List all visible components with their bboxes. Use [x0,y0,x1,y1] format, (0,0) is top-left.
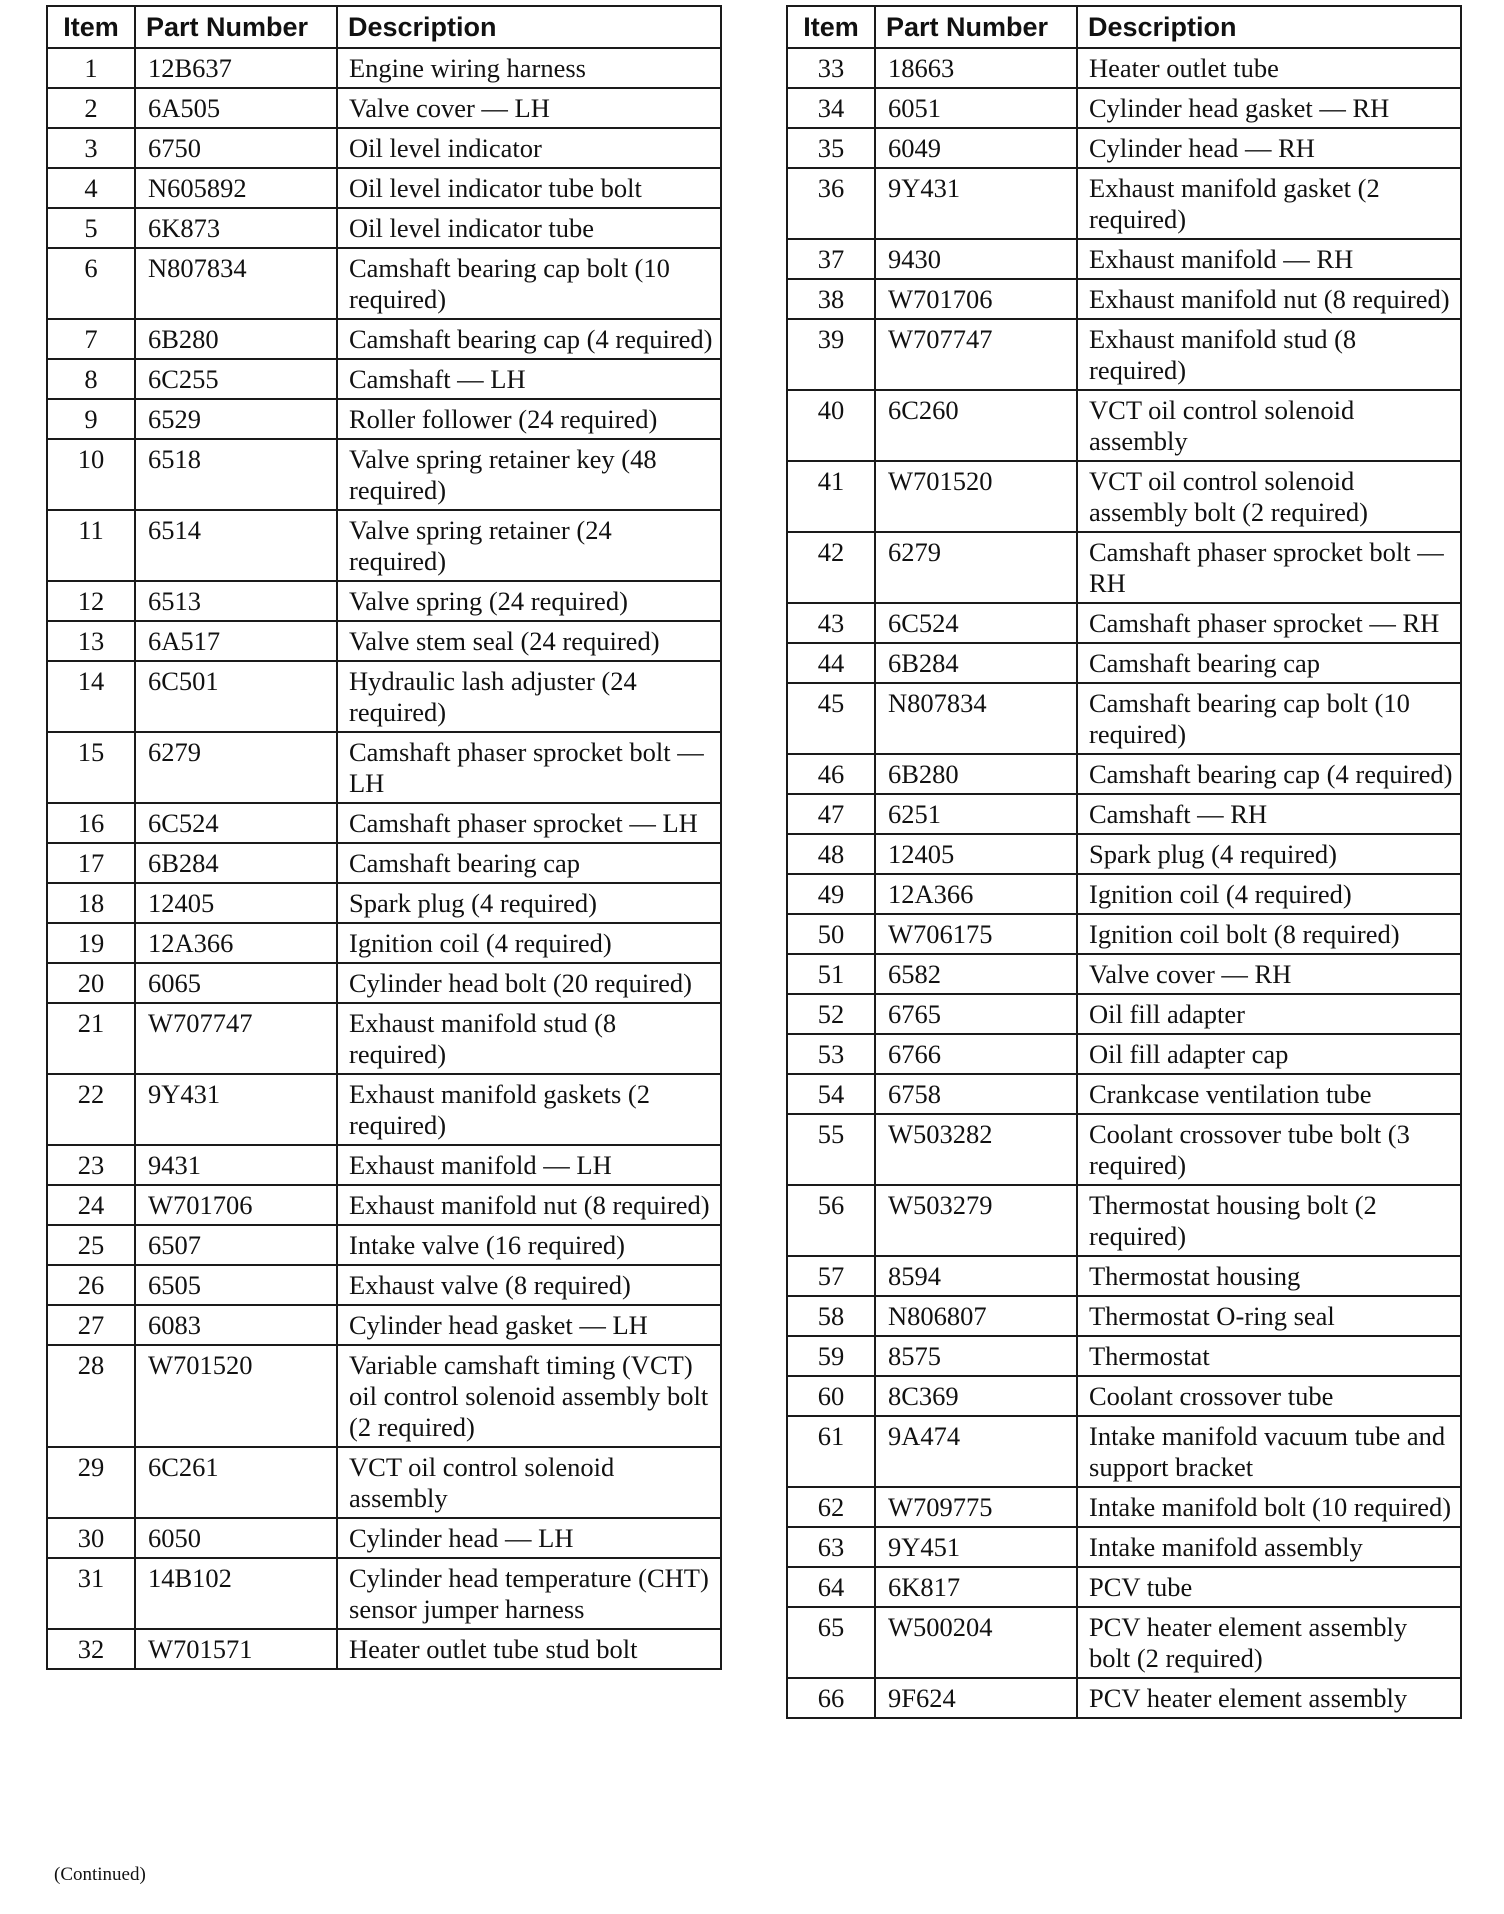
part-number: W706175 [875,914,1077,954]
part-number: 9F624 [875,1678,1077,1718]
table-row [787,994,1461,1034]
table-row [787,390,1461,461]
item-number: 12 [47,581,135,621]
part-description: Spark plug (4 required) [337,883,721,923]
part-number: 8575 [875,1336,1077,1376]
item-number: 5 [47,208,135,248]
part-description: Camshaft — LH [337,359,721,399]
item-number: 15 [47,732,135,803]
header-part-number: Part Number [875,6,1077,48]
table-row [47,621,721,661]
part-description: Camshaft bearing cap [1077,643,1461,683]
item-number: 52 [787,994,875,1034]
part-description: Camshaft phaser sprocket — RH [1077,603,1461,643]
part-description: Intake manifold bolt (10 required) [1077,1487,1461,1527]
part-description: Heater outlet tube [1077,48,1461,88]
table-row [47,128,721,168]
header-row [787,6,1461,48]
item-number: 19 [47,923,135,963]
table-row [787,794,1461,834]
part-number: 18663 [875,48,1077,88]
part-number: 14B102 [135,1558,337,1629]
part-description: Heater outlet tube stud bolt [337,1629,721,1669]
part-number: 6C261 [135,1447,337,1518]
item-number: 4 [47,168,135,208]
table-row [787,643,1461,683]
part-description: PCV tube [1077,1567,1461,1607]
item-number: 41 [787,461,875,532]
part-description: VCT oil control solenoid assembly [1077,390,1461,461]
item-number: 34 [787,88,875,128]
parts-table-right [786,5,1462,1719]
table-row [787,1527,1461,1567]
part-number: 6750 [135,128,337,168]
item-number: 32 [47,1629,135,1669]
table-row [787,532,1461,603]
item-number: 9 [47,399,135,439]
item-number: 58 [787,1296,875,1336]
item-number: 59 [787,1336,875,1376]
part-number: N807834 [875,683,1077,754]
table-row [47,439,721,510]
part-description: Cylinder head temperature (CHT) sensor jumper harness [337,1558,721,1629]
item-number: 39 [787,319,875,390]
item-number: 44 [787,643,875,683]
parts-table-left [46,5,722,1670]
part-number: 6B280 [875,754,1077,794]
item-number: 55 [787,1114,875,1185]
part-description: Camshaft bearing cap [337,843,721,883]
item-number: 2 [47,88,135,128]
part-description: Spark plug (4 required) [1077,834,1461,874]
part-number: 6083 [135,1305,337,1345]
table-row [787,1256,1461,1296]
item-number: 3 [47,128,135,168]
table-row [787,914,1461,954]
part-description: Ignition coil (4 required) [337,923,721,963]
item-number: 56 [787,1185,875,1256]
parts-table-left-body [47,48,721,1669]
part-description: Oil fill adapter cap [1077,1034,1461,1074]
table-row [47,1185,721,1225]
item-number: 53 [787,1034,875,1074]
part-number: 6B280 [135,319,337,359]
part-description: Oil level indicator [337,128,721,168]
header-description: Description [337,6,721,48]
item-number: 11 [47,510,135,581]
part-description: Coolant crossover tube bolt (3 required) [1077,1114,1461,1185]
table-row [47,1265,721,1305]
part-description: Camshaft phaser sprocket bolt — RH [1077,532,1461,603]
part-number: 9Y431 [135,1074,337,1145]
table-row [47,248,721,319]
part-number: 6K873 [135,208,337,248]
table-row [47,319,721,359]
item-number: 51 [787,954,875,994]
item-number: 36 [787,168,875,239]
part-number: 12A366 [135,923,337,963]
table-row [787,1678,1461,1718]
part-number: W500204 [875,1607,1077,1678]
header-part-number: Part Number [135,6,337,48]
table-row [47,963,721,1003]
part-number: 12A366 [875,874,1077,914]
part-description: Valve spring retainer (24 required) [337,510,721,581]
part-description: Intake valve (16 required) [337,1225,721,1265]
item-number: 45 [787,683,875,754]
part-description: Oil fill adapter [1077,994,1461,1034]
table-row [787,1296,1461,1336]
table-row [787,1114,1461,1185]
part-number: W701706 [135,1185,337,1225]
table-row [787,834,1461,874]
table-row [787,128,1461,168]
part-number: 6C524 [875,603,1077,643]
table-row [47,1345,721,1447]
table-row [47,1003,721,1074]
table-row [47,168,721,208]
table-row [47,883,721,923]
item-number: 65 [787,1607,875,1678]
item-number: 6 [47,248,135,319]
part-description: VCT oil control solenoid assembly [337,1447,721,1518]
table-row [787,1416,1461,1487]
item-number: 29 [47,1447,135,1518]
item-number: 50 [787,914,875,954]
part-description: Cylinder head gasket — LH [337,1305,721,1345]
part-description: Valve stem seal (24 required) [337,621,721,661]
table-row [47,843,721,883]
part-description: Exhaust manifold nut (8 required) [1077,279,1461,319]
part-description: Thermostat O-ring seal [1077,1296,1461,1336]
item-number: 47 [787,794,875,834]
part-description: Exhaust manifold — RH [1077,239,1461,279]
table-row [47,1305,721,1345]
item-number: 61 [787,1416,875,1487]
header-description: Description [1077,6,1461,48]
table-row [787,279,1461,319]
item-number: 31 [47,1558,135,1629]
item-number: 20 [47,963,135,1003]
table-row [787,954,1461,994]
item-number: 26 [47,1265,135,1305]
header-row [47,6,721,48]
part-number: 6505 [135,1265,337,1305]
table-row [47,48,721,88]
table-row [47,1447,721,1518]
item-number: 17 [47,843,135,883]
table-row [787,1074,1461,1114]
item-number: 33 [787,48,875,88]
part-description: Valve spring (24 required) [337,581,721,621]
part-number: W503279 [875,1185,1077,1256]
header-item: Item [787,6,875,48]
item-number: 18 [47,883,135,923]
table-row [47,510,721,581]
part-number: 9A474 [875,1416,1077,1487]
table-row [787,1034,1461,1074]
part-description: Valve cover — RH [1077,954,1461,994]
table-row [47,88,721,128]
item-number: 22 [47,1074,135,1145]
part-description: Camshaft bearing cap (4 required) [337,319,721,359]
part-description: Camshaft phaser sprocket bolt — LH [337,732,721,803]
part-description: Cylinder head — LH [337,1518,721,1558]
part-description: Camshaft phaser sprocket — LH [337,803,721,843]
item-number: 27 [47,1305,135,1345]
item-number: 57 [787,1256,875,1296]
part-description: Thermostat housing bolt (2 required) [1077,1185,1461,1256]
item-number: 62 [787,1487,875,1527]
part-number: 12405 [875,834,1077,874]
table-row [787,1376,1461,1416]
part-description: Exhaust manifold gaskets (2 required) [337,1074,721,1145]
item-number: 49 [787,874,875,914]
table-row [47,1558,721,1629]
part-description: Variable camshaft timing (VCT) oil control solenoid assembly bolt (2 required) [337,1345,721,1447]
item-number: 54 [787,1074,875,1114]
table-row [47,803,721,843]
part-number: 6518 [135,439,337,510]
part-description: Thermostat housing [1077,1256,1461,1296]
part-number: 6C501 [135,661,337,732]
item-number: 38 [787,279,875,319]
item-number: 14 [47,661,135,732]
part-number: 6049 [875,128,1077,168]
part-number: 6766 [875,1034,1077,1074]
part-number: 9430 [875,239,1077,279]
part-number: 6B284 [135,843,337,883]
part-description: Cylinder head bolt (20 required) [337,963,721,1003]
part-description: Camshaft bearing cap bolt (10 required) [1077,683,1461,754]
part-number: N806807 [875,1296,1077,1336]
table-row [787,461,1461,532]
item-number: 40 [787,390,875,461]
item-number: 66 [787,1678,875,1718]
item-number: 42 [787,532,875,603]
item-number: 28 [47,1345,135,1447]
table-row [787,319,1461,390]
part-number: N605892 [135,168,337,208]
table-row [47,1145,721,1185]
part-number: 9431 [135,1145,337,1185]
continued-note: (Continued) [54,1864,146,1885]
part-number: 6050 [135,1518,337,1558]
part-number: 6513 [135,581,337,621]
part-number: 9Y431 [875,168,1077,239]
table-row [47,399,721,439]
part-number: 6529 [135,399,337,439]
part-description: Hydraulic lash adjuster (24 required) [337,661,721,732]
part-number: 6C260 [875,390,1077,461]
part-description: PCV heater element assembly bolt (2 required) [1077,1607,1461,1678]
item-number: 7 [47,319,135,359]
part-description: Valve cover — LH [337,88,721,128]
part-number: 6758 [875,1074,1077,1114]
part-description: Cylinder head — RH [1077,128,1461,168]
item-number: 8 [47,359,135,399]
table-row [787,168,1461,239]
part-description: Ignition coil (4 required) [1077,874,1461,914]
item-number: 16 [47,803,135,843]
item-number: 30 [47,1518,135,1558]
part-description: Ignition coil bolt (8 required) [1077,914,1461,954]
table-row [787,1487,1461,1527]
part-description: Crankcase ventilation tube [1077,1074,1461,1114]
part-number: W701520 [135,1345,337,1447]
table-row [787,1567,1461,1607]
part-description: Intake manifold vacuum tube and support bracket [1077,1416,1461,1487]
table-row [47,923,721,963]
table-row [47,359,721,399]
part-number: W701571 [135,1629,337,1669]
part-description: Thermostat [1077,1336,1461,1376]
table-row [787,603,1461,643]
parts-table-right-body [787,48,1461,1718]
part-description: Roller follower (24 required) [337,399,721,439]
table-row [47,661,721,732]
part-description: Exhaust manifold stud (8 required) [337,1003,721,1074]
part-number: 6A505 [135,88,337,128]
part-description: VCT oil control solenoid assembly bolt (2 required) [1077,461,1461,532]
table-row [787,1607,1461,1678]
part-number: 6B284 [875,643,1077,683]
part-description: PCV heater element assembly [1077,1678,1461,1718]
table-row [787,48,1461,88]
table-row [787,874,1461,914]
header-item: Item [47,6,135,48]
table-row [787,683,1461,754]
item-number: 10 [47,439,135,510]
table-row [47,1518,721,1558]
item-number: 13 [47,621,135,661]
part-description: Engine wiring harness [337,48,721,88]
part-number: 6C524 [135,803,337,843]
part-number: W709775 [875,1487,1077,1527]
part-description: Exhaust manifold — LH [337,1145,721,1185]
item-number: 1 [47,48,135,88]
part-description: Oil level indicator tube bolt [337,168,721,208]
part-description: Camshaft — RH [1077,794,1461,834]
part-number: 6A517 [135,621,337,661]
part-number: W503282 [875,1114,1077,1185]
part-number: 6051 [875,88,1077,128]
table-row [787,1185,1461,1256]
part-description: Exhaust manifold stud (8 required) [1077,319,1461,390]
part-number: W707747 [875,319,1077,390]
item-number: 21 [47,1003,135,1074]
table-row [47,1074,721,1145]
item-number: 46 [787,754,875,794]
item-number: 23 [47,1145,135,1185]
part-number: 6K817 [875,1567,1077,1607]
part-number: W701520 [875,461,1077,532]
table-row [787,239,1461,279]
part-number: 6279 [875,532,1077,603]
item-number: 35 [787,128,875,168]
part-number: 8C369 [875,1376,1077,1416]
table-row [787,88,1461,128]
table-row [47,581,721,621]
part-description: Intake manifold assembly [1077,1527,1461,1567]
part-number: 6065 [135,963,337,1003]
part-description: Oil level indicator tube [337,208,721,248]
table-row [787,754,1461,794]
part-description: Coolant crossover tube [1077,1376,1461,1416]
part-description: Camshaft bearing cap bolt (10 required) [337,248,721,319]
table-row [47,732,721,803]
part-number: 12B637 [135,48,337,88]
part-number: W701706 [875,279,1077,319]
table-row [47,1629,721,1669]
part-description: Exhaust manifold nut (8 required) [337,1185,721,1225]
table-row [787,1336,1461,1376]
part-number: N807834 [135,248,337,319]
part-number: W707747 [135,1003,337,1074]
table-row [47,1225,721,1265]
part-number: 6514 [135,510,337,581]
item-number: 60 [787,1376,875,1416]
part-number: 6582 [875,954,1077,994]
item-number: 43 [787,603,875,643]
item-number: 64 [787,1567,875,1607]
part-description: Exhaust manifold gasket (2 required) [1077,168,1461,239]
part-number: 12405 [135,883,337,923]
part-number: 6C255 [135,359,337,399]
part-number: 9Y451 [875,1527,1077,1567]
item-number: 24 [47,1185,135,1225]
part-number: 6507 [135,1225,337,1265]
part-number: 8594 [875,1256,1077,1296]
part-description: Camshaft bearing cap (4 required) [1077,754,1461,794]
part-number: 6251 [875,794,1077,834]
part-number: 6279 [135,732,337,803]
item-number: 25 [47,1225,135,1265]
table-row [47,208,721,248]
item-number: 48 [787,834,875,874]
part-number: 6765 [875,994,1077,1034]
part-description: Cylinder head gasket — RH [1077,88,1461,128]
item-number: 63 [787,1527,875,1567]
part-description: Valve spring retainer key (48 required) [337,439,721,510]
part-description: Exhaust valve (8 required) [337,1265,721,1305]
item-number: 37 [787,239,875,279]
